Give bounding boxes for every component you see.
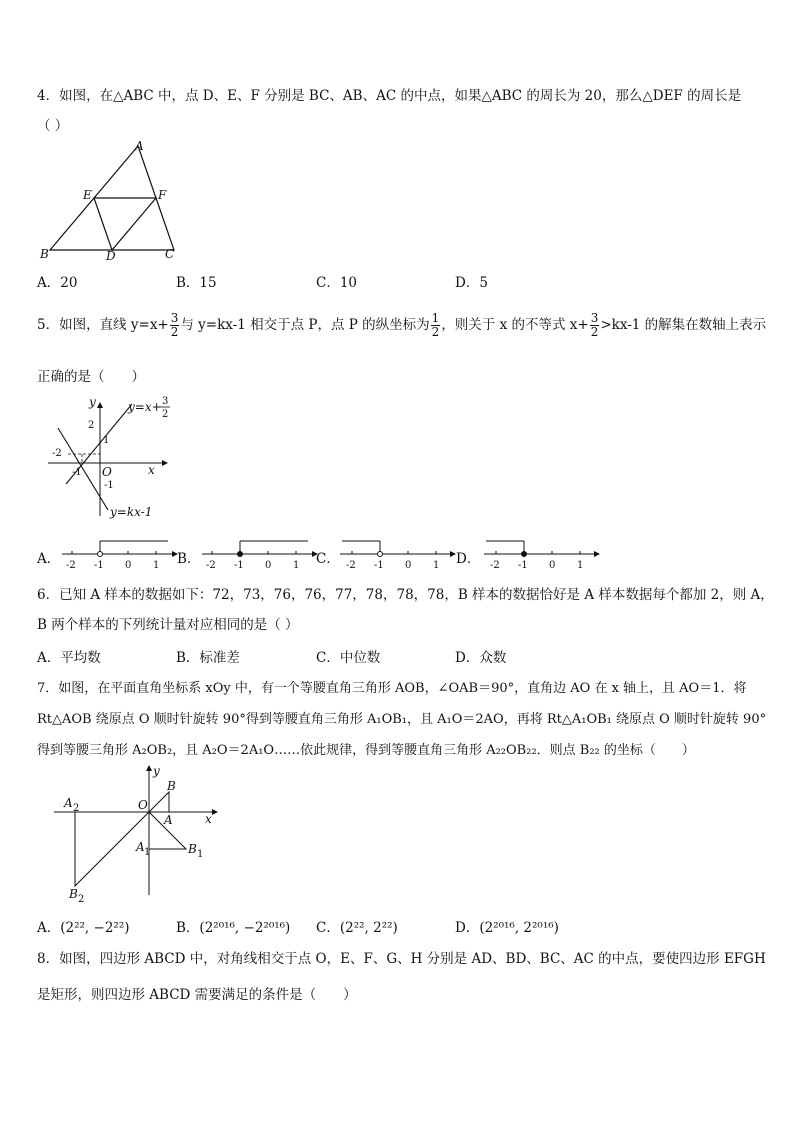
q7-origin-label: O xyxy=(138,798,148,812)
q5-stem-line2: 正确的是（ ） xyxy=(37,369,145,385)
q7-line2: Rt△AOB 绕原点 O 顺时针旋转 90°得到等腰直角三角形 A₁OB₁，且 A₁O＝2AO，再将 Rt△A₁OB₁ 绕原点 O 顺时针旋转 90° xyxy=(37,712,767,727)
q7-label-A2: A xyxy=(64,796,73,810)
label-A: A xyxy=(135,139,144,153)
svg-text:2: 2 xyxy=(78,894,85,905)
svg-text:2: 2 xyxy=(73,803,80,814)
q7-line3: 得到等腰三角形 A₂OB₂，且 A₂O＝2A₁O……依此规律，得到等腰直角三角形 A₂₂OB₂₂．则点 B₂₂ 的坐标（ ） xyxy=(37,743,695,758)
q4-stem: 4．如图，在△ABC 中，点 D、E、F 分别是 BC、AB、AC 的中点，如果△ABC 的周长为 20，那么△DEF 的周长是 xyxy=(37,88,742,104)
label-D: D xyxy=(106,249,116,263)
q4-option-d[interactable]: D．5 xyxy=(455,275,488,291)
q5-tick-1: 1 xyxy=(103,435,110,446)
q5-option-a-numberline[interactable] xyxy=(62,538,177,572)
q8-line2: 是矩形，则四边形 ABCD 需要满足的条件是（ ） xyxy=(37,987,357,1003)
svg-text:-1: -1 xyxy=(94,560,104,571)
q5-option-b-numberline[interactable] xyxy=(202,538,317,572)
svg-text:0: 0 xyxy=(405,560,412,571)
svg-text:1: 1 xyxy=(144,847,151,858)
q7-label-B: B xyxy=(167,779,176,793)
svg-text:1: 1 xyxy=(153,560,160,571)
svg-text:0: 0 xyxy=(549,560,556,571)
svg-text:-2: -2 xyxy=(490,560,500,571)
q7-option-a[interactable]: A．(2²², −2²²) xyxy=(37,920,130,936)
label-B: B xyxy=(40,247,49,261)
svg-text:0: 0 xyxy=(265,560,272,571)
q5-x-axis-label: x xyxy=(148,463,155,477)
q5-option-d-numberline[interactable] xyxy=(484,538,599,572)
q6-stem-line1: 6．已知 A 样本的数据如下：72，73，76，76，77，78，78，78，B 样本的数据恰好是 A 样本数据每个都加 2，则 A， xyxy=(37,587,774,603)
q6-option-a[interactable]: A．平均数 xyxy=(37,650,101,666)
q7-rotation-figure xyxy=(52,765,232,905)
svg-text:1: 1 xyxy=(293,560,300,571)
svg-text:-2: -2 xyxy=(346,560,356,571)
q4-triangle-figure xyxy=(36,140,186,265)
q5-tick-neg1-y: -1 xyxy=(104,480,114,491)
q5-y-axis-label: y xyxy=(89,395,96,409)
label-E: E xyxy=(83,188,92,202)
q5-option-b-label[interactable]: B． xyxy=(177,551,201,567)
q7-label-B1: B xyxy=(188,842,197,856)
q5-line1-label: y=x+ xyxy=(128,400,162,414)
label-F: F xyxy=(158,188,167,202)
svg-text:1: 1 xyxy=(433,560,440,571)
q7-label-A1: A xyxy=(136,840,145,854)
q6-option-c[interactable]: C．中位数 xyxy=(316,650,381,666)
q5-line1-frac-num: 3 xyxy=(162,396,169,407)
q4-option-b[interactable]: B．15 xyxy=(176,275,217,291)
q5-line1-frac-den: 2 xyxy=(162,409,169,420)
q5-option-d-label[interactable]: D． xyxy=(456,551,481,567)
q8-line1: 8．如图，四边形 ABCD 中，对角线相交于点 O，E、F、G、H 分别是 AD、BD、BC、AC 的中点，要使四边形 EFGH xyxy=(37,951,766,967)
q5-line2-label: y=kx-1 xyxy=(110,505,153,519)
label-C: C xyxy=(165,247,175,261)
q5-tick-neg2: -2 xyxy=(52,448,62,459)
svg-text:-2: -2 xyxy=(66,560,76,571)
q7-option-b[interactable]: B．(2²⁰¹⁶, −2²⁰¹⁶) xyxy=(176,920,291,936)
q7-option-d[interactable]: D．(2²⁰¹⁶, 2²⁰¹⁶) xyxy=(455,920,559,936)
svg-text:0: 0 xyxy=(125,560,132,571)
q7-line1: 7．如图，在平面直角坐标系 xOy 中，有一个等腰直角三角形 AOB，∠OAB＝90°，直角边 AO 在 x 轴上，且 AO＝1．将 xyxy=(37,681,747,696)
q7-label-A: A xyxy=(164,813,173,827)
q7-x-axis-label: x xyxy=(205,812,212,826)
svg-text:-1: -1 xyxy=(518,560,528,571)
svg-text:-2: -2 xyxy=(206,560,216,571)
q7-option-c[interactable]: C．(2²², 2²²) xyxy=(316,920,398,936)
q6-option-b[interactable]: B．标准差 xyxy=(176,650,240,666)
svg-text:-1: -1 xyxy=(374,560,384,571)
svg-text:1: 1 xyxy=(577,560,584,571)
q5-graph-figure xyxy=(44,394,194,524)
q7-y-axis-label: y xyxy=(153,764,160,778)
svg-text:1: 1 xyxy=(197,849,204,860)
q7-label-B2: B xyxy=(69,887,78,901)
q6-stem-line2: B 两个样本的下列统计量对应相同的是（ ） xyxy=(37,617,299,633)
q6-option-d[interactable]: D．众数 xyxy=(455,650,507,666)
q4-option-c[interactable]: C．10 xyxy=(316,275,358,291)
q5-tick-2: 2 xyxy=(88,420,95,431)
q5-stem: 5．如图，直线 y=x+ $\frac{3}{2}$ 与 y=kx-1 相交于点 P，点 P 的纵坐标为 $\frac{1}{2}$ ，则关于 x 的不等式 x+ $\frac{3}{2}$ >kx-1 的解集在数轴上表示 xyxy=(37,311,767,339)
q4-option-a[interactable]: A．20 xyxy=(37,275,78,291)
svg-text:-1: -1 xyxy=(234,560,244,571)
q5-origin-label: O xyxy=(102,465,112,479)
q5-option-a-label[interactable]: A． xyxy=(37,551,61,567)
q4-paren: （ ） xyxy=(37,118,69,134)
q5-option-c-label[interactable]: C． xyxy=(316,551,340,567)
q5-tick-neg1: -1 xyxy=(72,467,82,478)
q5-option-c-numberline[interactable] xyxy=(340,538,455,572)
